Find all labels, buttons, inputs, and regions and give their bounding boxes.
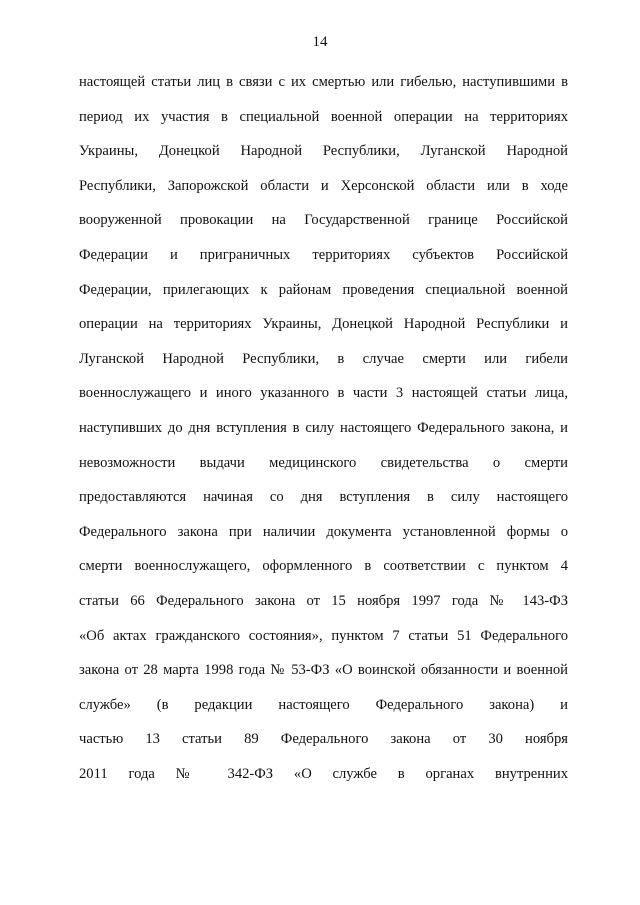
text-line: частью 13 статьи 89 Федерального закона от 30 ноября: [79, 731, 568, 748]
text-line: вооруженной провокации на Государственной границе Российской: [79, 212, 568, 229]
text-line: невозможности выдачи медицинского свидетельства о смерти: [79, 454, 568, 471]
text-line: «Об актах гражданского состояния», пунктом 7 статьи 51 Федерального: [79, 627, 568, 644]
text-line: наступивших до дня вступления в силу настоящего Федерального закона, и: [79, 419, 568, 436]
text-line: Луганской Народной Республики, в случае смерти или гибели: [79, 350, 568, 367]
text-line: Федерального закона при наличии документа установленной формы о: [79, 523, 568, 540]
text-line: Федерации, прилегающих к районам проведения специальной военной: [79, 281, 568, 298]
text-line: предоставляются начиная со дня вступления в силу настоящего: [79, 489, 568, 506]
text-line: службе» (в редакции настоящего Федерального закона) и: [79, 696, 568, 713]
text-line: Федерации и приграничных территориях субъектов Российской: [79, 246, 568, 263]
text-line: 2011 года № 342-ФЗ «О службе в органах внутренних: [79, 765, 568, 782]
text-line: военнослужащего и иного указанного в части 3 настоящей статьи лица,: [79, 385, 568, 402]
page-number: 14: [312, 34, 328, 50]
text-line: период их участия в специальной военной операции на территориях: [79, 108, 568, 125]
text-line: настоящей статьи лиц в связи с их смертью или гибелью, наступившими в: [79, 74, 568, 90]
text-line: Украины, Донецкой Народной Республики, Луганской Народной: [79, 143, 568, 160]
text-line: закона от 28 марта 1998 года № 53-ФЗ «О воинской обязанности и военной: [79, 662, 568, 679]
text-line: Республики, Запорожской области и Херсонской области или в ходе: [79, 177, 568, 194]
text-line: статьи 66 Федерального закона от 15 ноября 1997 года № 143-ФЗ: [79, 592, 568, 609]
text-line: смерти военнослужащего, оформленного в соответствии с пунктом 4: [79, 558, 568, 575]
document-body-text: [79, 72, 568, 798]
text-line: операции на территориях Украины, Донецкой Народной Республики и: [79, 316, 568, 333]
